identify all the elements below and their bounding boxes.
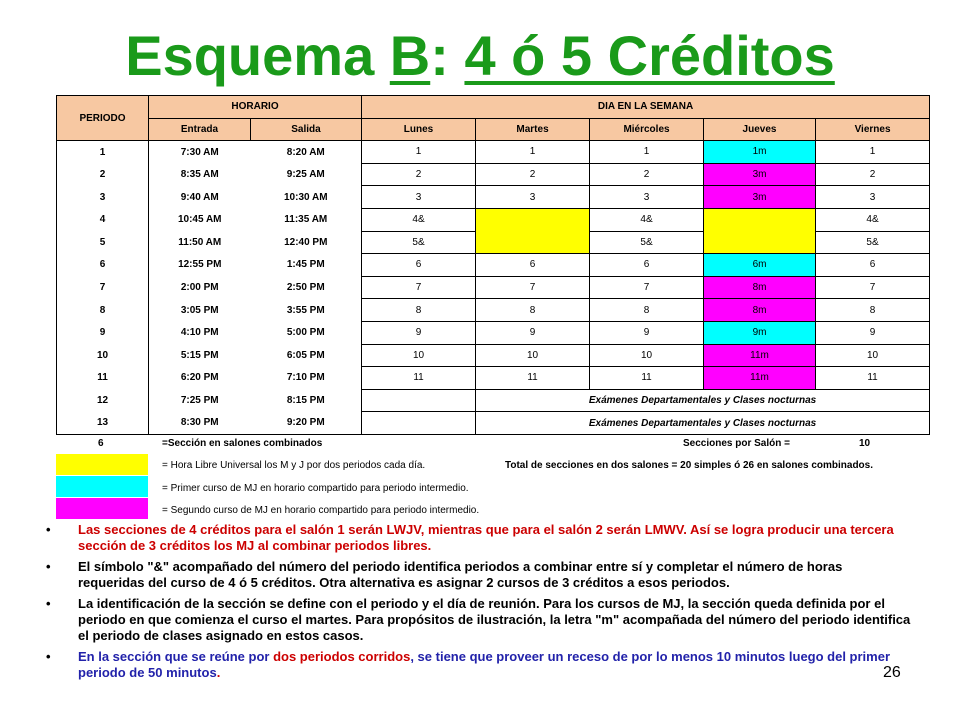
cell-jueves: 6m — [704, 254, 816, 277]
cell-viernes: 8 — [816, 299, 930, 322]
table-row — [57, 412, 930, 435]
cell-miercoles: 6 — [590, 254, 704, 277]
header-horario: HORARIO — [149, 96, 362, 119]
cell-viernes: 5& — [816, 231, 930, 254]
title-part-4: 4 ó 5 Créditos — [464, 24, 835, 87]
legend-yellow-text: = Hora Libre Universal los M y J por dos periodos cada día. — [162, 460, 426, 471]
cell-entrada: 3:05 PM — [149, 299, 251, 322]
cell-periodo: 4 — [57, 208, 149, 231]
legend-cyan-swatch — [56, 476, 148, 497]
cell-periodo: 10 — [57, 344, 149, 367]
cell-viernes: 4& — [816, 208, 930, 231]
cell-viernes: 7 — [816, 276, 930, 299]
cell-wide-note: Exámenes Departamentales y Clases nocturnas — [476, 412, 930, 435]
note-4-part-d: receso de por lo menos 10 minutos luego del primer periodo de 50 minutos — [78, 649, 891, 680]
cell-miercoles: 2 — [590, 163, 704, 186]
cell-entrada: 10:45 AM — [149, 208, 251, 231]
cell-lunes: 8 — [362, 299, 476, 322]
title-part-3: : — [430, 24, 465, 87]
cell-lunes: 3 — [362, 186, 476, 209]
cell-viernes: 10 — [816, 344, 930, 367]
table-row — [57, 186, 930, 209]
cell-salida: 8:15 PM — [251, 389, 362, 412]
title-part-2: B — [389, 24, 431, 87]
cell-entrada: 7:30 AM — [149, 141, 251, 164]
cell-jueves: 8m — [704, 276, 816, 299]
table-row — [57, 276, 930, 299]
cell-miercoles: 5& — [590, 231, 704, 254]
cell-entrada: 4:10 PM — [149, 321, 251, 344]
note-item-3 — [42, 596, 912, 644]
cell-lunes-empty — [362, 389, 476, 412]
cell-salida: 11:35 AM — [251, 208, 362, 231]
table-row — [57, 344, 930, 367]
cell-martes: 7 — [476, 276, 590, 299]
table-row — [57, 299, 930, 322]
legend-per-room-label: Secciones por Salón = — [683, 438, 790, 449]
title-part-1: Esquema — [125, 24, 390, 87]
cell-salida: 9:20 PM — [251, 412, 362, 435]
cell-martes: 3 — [476, 186, 590, 209]
note-4-part-e: . — [216, 665, 221, 680]
legend-combined-text: =Sección en salones combinados — [162, 438, 323, 449]
legend-magenta-text: = Segundo curso de MJ en horario compartido para periodo intermedio. — [162, 505, 480, 516]
cell-lunes: 1 — [362, 141, 476, 164]
header-salida: Salida — [251, 118, 362, 141]
header-row-2 — [57, 118, 930, 141]
cell-miercoles: 8 — [590, 299, 704, 322]
table-row — [57, 163, 930, 186]
cell-jueves: 11m — [704, 367, 816, 390]
cell-martes: 2 — [476, 163, 590, 186]
note-4-part-a: En la sección que se reúne por — [78, 649, 274, 664]
cell-martes-free — [476, 208, 590, 253]
schedule-table — [56, 95, 930, 435]
cell-salida: 6:05 PM — [251, 344, 362, 367]
cell-salida: 2:50 PM — [251, 276, 362, 299]
table-row — [57, 321, 930, 344]
cell-periodo: 6 — [57, 254, 149, 277]
note-4-part-c: , se tiene que proveer un — [410, 649, 568, 664]
header-periodo: PERIODO — [57, 96, 149, 141]
cell-jueves: 1m — [704, 141, 816, 164]
cell-salida: 1:45 PM — [251, 254, 362, 277]
cell-jueves: 11m — [704, 344, 816, 367]
table-row — [57, 254, 930, 277]
legend-per-room-value: 10 — [859, 438, 871, 449]
legend-magenta-swatch — [56, 498, 148, 519]
cell-viernes: 3 — [816, 186, 930, 209]
table-row — [57, 141, 930, 164]
cell-periodo: 3 — [57, 186, 149, 209]
cell-martes: 9 — [476, 321, 590, 344]
legend-total-text: Total de secciones en dos salones = 20 simples ó 26 en salones combinados. — [505, 460, 874, 471]
note-2-text: El símbolo "&" acompañado del número del periodo identifica periodos a combinar entre sí y completar el número de horas requeridas del curso de 4 ó 5 créditos. Otra alternativa es asignar 2 cursos de 3 créditos a esos periodos. — [78, 559, 843, 590]
header-row-1 — [57, 96, 930, 119]
cell-lunes-empty — [362, 412, 476, 435]
cell-lunes: 4& — [362, 208, 476, 231]
note-4-part-b: dos periodos corridos — [273, 649, 411, 664]
notes-list — [42, 522, 912, 686]
cell-lunes: 10 — [362, 344, 476, 367]
cell-salida: 9:25 AM — [251, 163, 362, 186]
table-row — [57, 389, 930, 412]
page-number: 26 — [883, 664, 901, 681]
cell-lunes: 2 — [362, 163, 476, 186]
cell-periodo: 12 — [57, 389, 149, 412]
cell-entrada: 9:40 AM — [149, 186, 251, 209]
cell-miercoles: 3 — [590, 186, 704, 209]
cell-lunes: 5& — [362, 231, 476, 254]
cell-periodo: 9 — [57, 321, 149, 344]
cell-entrada: 11:50 AM — [149, 231, 251, 254]
cell-entrada: 8:35 AM — [149, 163, 251, 186]
cell-martes: 11 — [476, 367, 590, 390]
cell-miercoles: 10 — [590, 344, 704, 367]
cell-salida: 5:00 PM — [251, 321, 362, 344]
cell-miercoles: 1 — [590, 141, 704, 164]
cell-periodo: 1 — [57, 141, 149, 164]
cell-salida: 3:55 PM — [251, 299, 362, 322]
cell-lunes: 7 — [362, 276, 476, 299]
cell-entrada: 12:55 PM — [149, 254, 251, 277]
cell-jueves: 9m — [704, 321, 816, 344]
cell-jueves: 3m — [704, 163, 816, 186]
cell-wide-note: Exámenes Departamentales y Clases nocturnas — [476, 389, 930, 412]
header-lunes: Lunes — [362, 118, 476, 141]
cell-salida: 8:20 AM — [251, 141, 362, 164]
cell-entrada: 7:25 PM — [149, 389, 251, 412]
cell-jueves: 3m — [704, 186, 816, 209]
header-dia: DIA EN LA SEMANA — [362, 96, 930, 119]
cell-jueves: 8m — [704, 299, 816, 322]
cell-lunes: 6 — [362, 254, 476, 277]
note-item-4 — [42, 649, 912, 681]
cell-lunes: 11 — [362, 367, 476, 390]
header-entrada: Entrada — [149, 118, 251, 141]
cell-entrada: 5:15 PM — [149, 344, 251, 367]
slide-title — [0, 22, 960, 90]
cell-periodo: 5 — [57, 231, 149, 254]
cell-periodo: 8 — [57, 299, 149, 322]
cell-miercoles: 7 — [590, 276, 704, 299]
cell-salida: 12:40 PM — [251, 231, 362, 254]
table-row — [57, 208, 930, 231]
header-martes: Martes — [476, 118, 590, 141]
header-miercoles: Miércoles — [590, 118, 704, 141]
note-item-2 — [42, 559, 912, 591]
cell-miercoles: 4& — [590, 208, 704, 231]
cell-periodo: 13 — [57, 412, 149, 435]
cell-jueves-free — [704, 208, 816, 253]
cell-miercoles: 9 — [590, 321, 704, 344]
cell-lunes: 9 — [362, 321, 476, 344]
note-item-1 — [42, 522, 912, 554]
cell-miercoles: 11 — [590, 367, 704, 390]
cell-viernes: 1 — [816, 141, 930, 164]
cell-periodo: 7 — [57, 276, 149, 299]
header-viernes: Viernes — [816, 118, 930, 141]
cell-viernes: 11 — [816, 367, 930, 390]
cell-viernes: 9 — [816, 321, 930, 344]
note-3-text: La identificación de la sección se define con el periodo y el día de reunión. Para los cursos de MJ, la sección queda definida por el periodo en que comienza el curso el martes. Para propósitos de ilustración, la letra "m" acompañada del número del periodo identifica el periodo de clases asignado en estos casos. — [78, 596, 911, 643]
cell-martes: 1 — [476, 141, 590, 164]
cell-martes: 8 — [476, 299, 590, 322]
cell-entrada: 2:00 PM — [149, 276, 251, 299]
cell-entrada: 6:20 PM — [149, 367, 251, 390]
cell-salida: 7:10 PM — [251, 367, 362, 390]
table-row — [57, 367, 930, 390]
cell-viernes: 2 — [816, 163, 930, 186]
cell-martes: 10 — [476, 344, 590, 367]
legend-cyan-text: = Primer curso de MJ en horario compartido para periodo intermedio. — [162, 483, 469, 494]
cell-viernes: 6 — [816, 254, 930, 277]
header-jueves: Jueves — [704, 118, 816, 141]
cell-entrada: 8:30 PM — [149, 412, 251, 435]
legend-yellow-swatch — [56, 454, 148, 475]
cell-periodo: 2 — [57, 163, 149, 186]
cell-periodo: 11 — [57, 367, 149, 390]
note-1-text: Las secciones de 4 créditos para el salón 1 serán LWJV, mientras que para el salón 2 serán LMWV. Así se logra producir una tercera sección de 3 créditos los MJ al combinar periodos libres. — [78, 522, 894, 553]
cell-salida: 10:30 AM — [251, 186, 362, 209]
legend-number: 6 — [98, 438, 104, 449]
cell-martes: 6 — [476, 254, 590, 277]
